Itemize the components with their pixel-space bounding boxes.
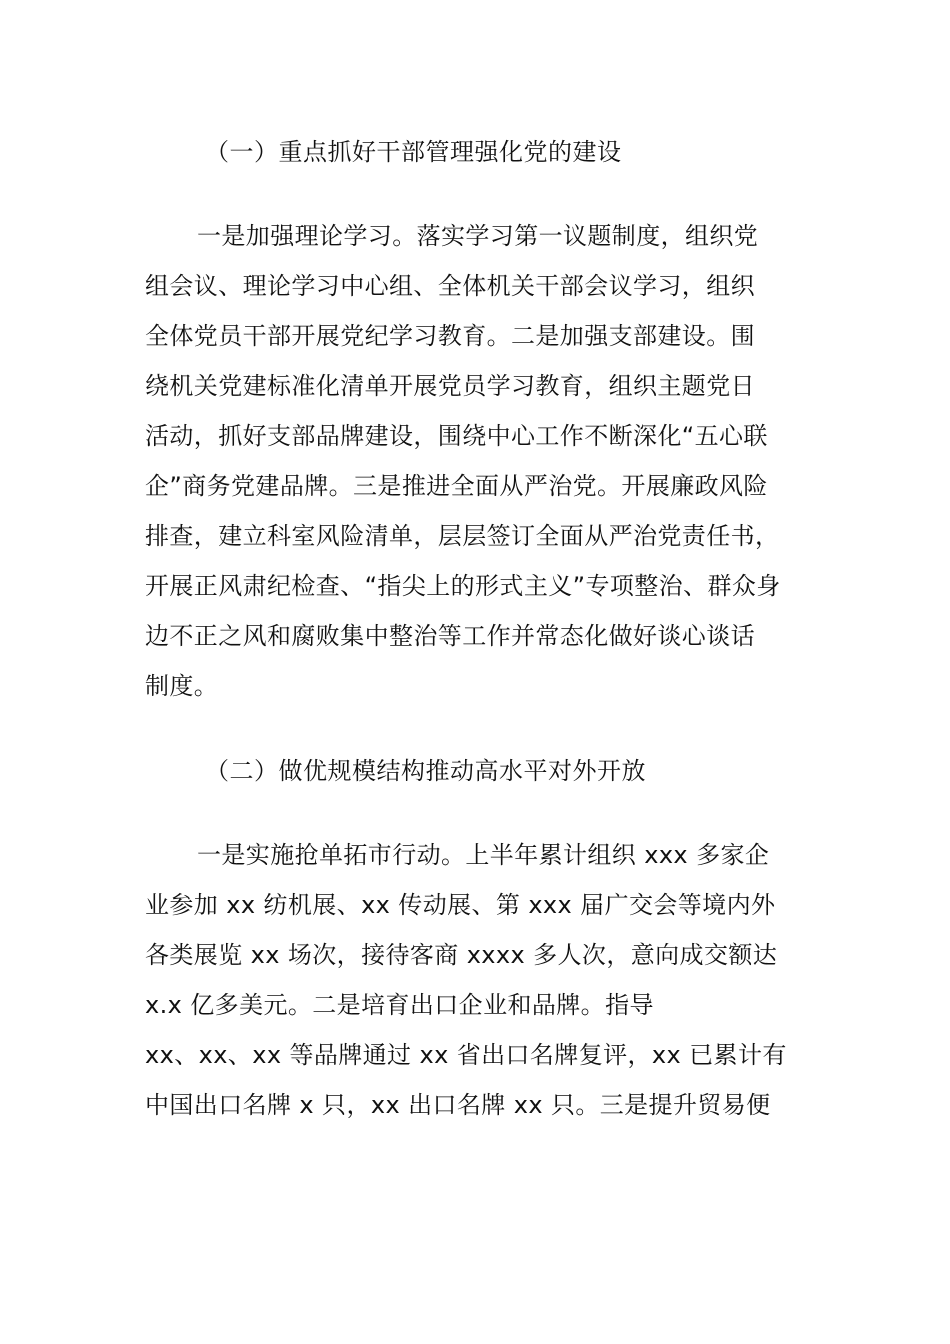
paragraph-line: 排查，建立科室风险清单，层层签订全面从严治党责任书， bbox=[145, 522, 780, 550]
paragraph-line: 一是实施抢单拓市行动。上半年累计组织 xxx 多家企 bbox=[197, 841, 770, 869]
section-heading-2: （二）做优规模结构推动高水平对外开放 bbox=[205, 757, 646, 785]
paragraph-line: 全体党员干部开展党纪学习教育。二是加强支部建设。围 bbox=[145, 322, 755, 350]
paragraph-line: 制度。 bbox=[145, 672, 219, 700]
paragraph-line: 开展正风肃纪检查、“指尖上的形式主义”专项整治、群众身 bbox=[145, 572, 781, 600]
paragraph-line: xx、xx、xx 等品牌通过 xx 省出口名牌复评，xx 已累计有 bbox=[145, 1041, 787, 1069]
paragraph-line: 活动，抓好支部品牌建设，围绕中心工作不断深化“五心联 bbox=[145, 422, 768, 450]
paragraph-line: 企”商务党建品牌。三是推进全面从严治党。开展廉政风险 bbox=[145, 472, 768, 500]
paragraph-line: 边不正之风和腐败集中整治等工作并常态化做好谈心谈话 bbox=[145, 622, 755, 650]
paragraph-line: 绕机关党建标准化清单开展党员学习教育，组织主题党日 bbox=[145, 372, 755, 400]
paragraph-line: 业参加 xx 纺机展、xx 传动展、第 xxx 届广交会等境内外 bbox=[145, 891, 776, 919]
paragraph-line: 各类展览 xx 场次，接待客商 xxxx 多人次，意向成交额达 bbox=[145, 941, 778, 969]
paragraph-line: 中国出口名牌 x 只，xx 出口名牌 xx 只。三是提升贸易便 bbox=[145, 1091, 771, 1119]
paragraph-line: x.x 亿多美元。二是培育出口企业和品牌。指导 bbox=[145, 991, 654, 1019]
paragraph-line: 一是加强理论学习。落实学习第一议题制度，组织党 bbox=[197, 222, 759, 250]
paragraph-line: 组会议、理论学习中心组、全体机关干部会议学习，组织 bbox=[145, 272, 755, 300]
section-1-paragraph bbox=[145, 211, 805, 711]
section-2-paragraph bbox=[145, 830, 805, 1130]
section-heading-1: （一）重点抓好干部管理强化党的建设 bbox=[205, 138, 622, 166]
